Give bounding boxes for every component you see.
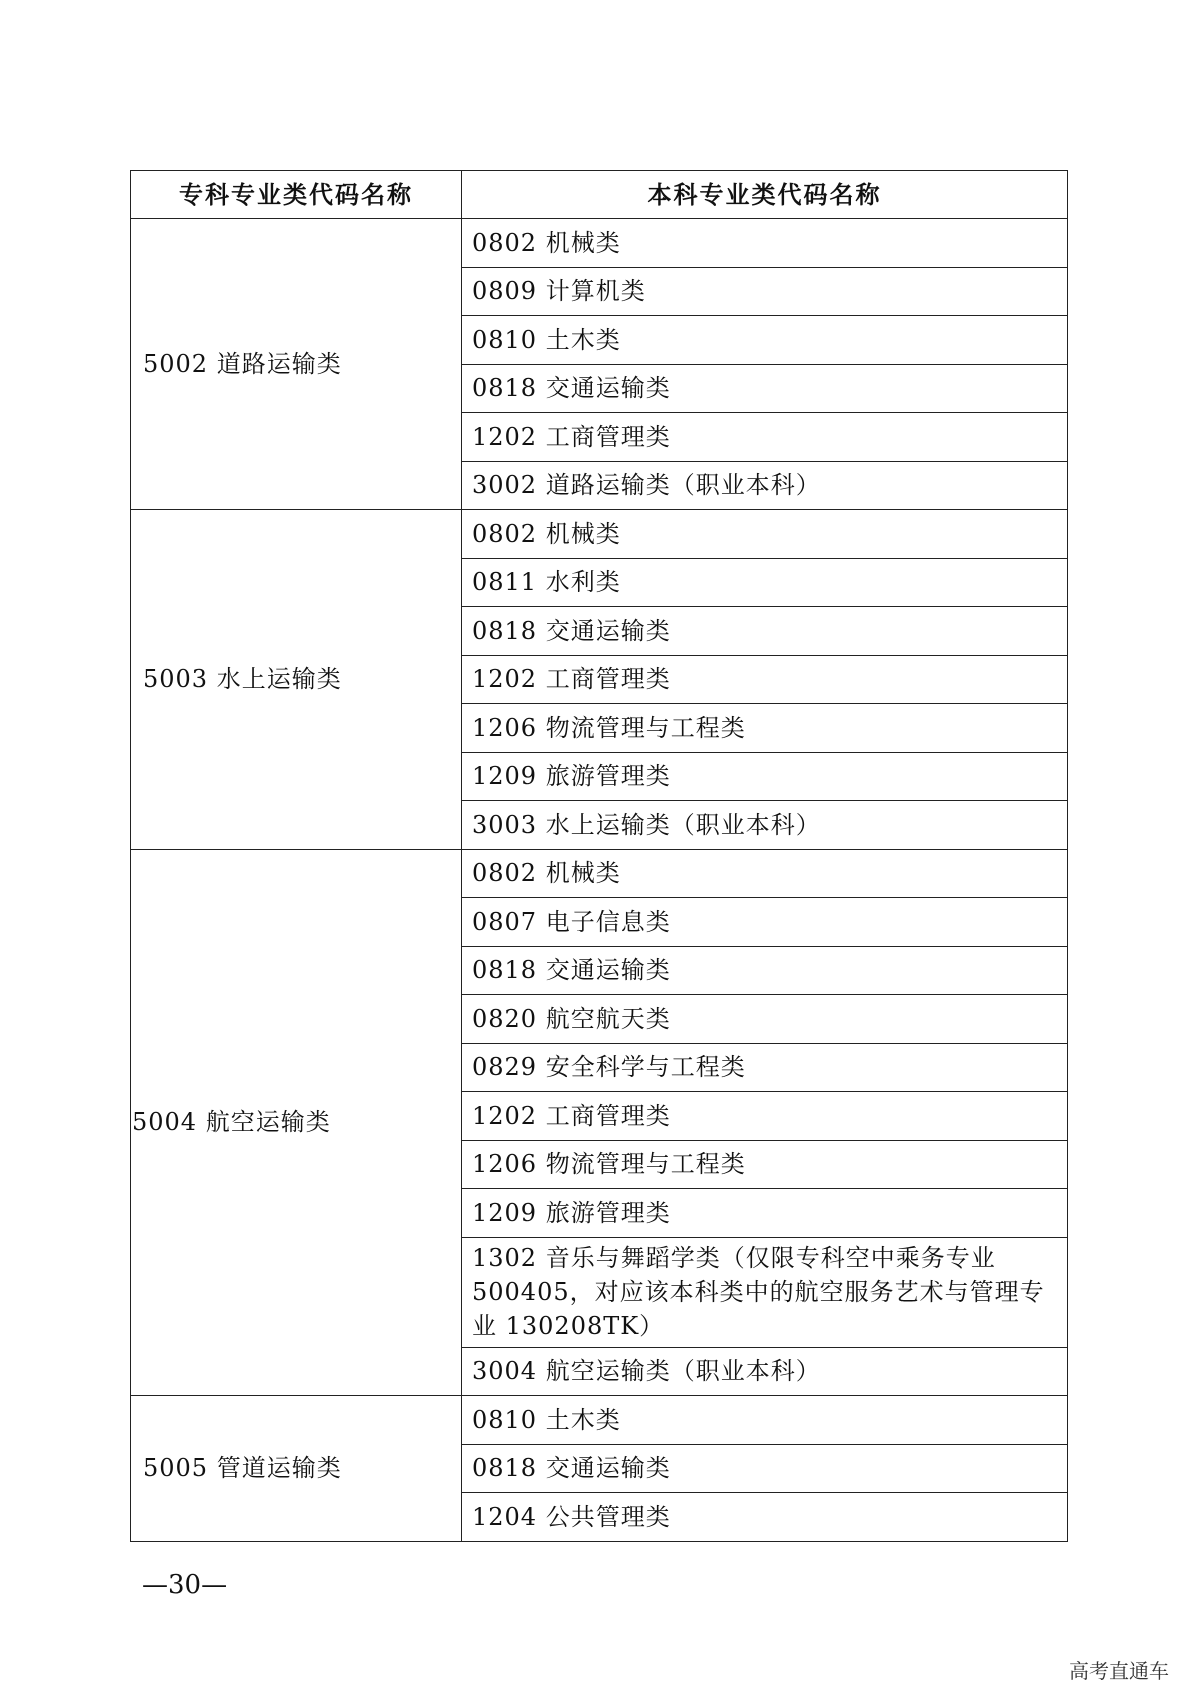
undergraduate-category-cell: 1302 音乐与舞蹈学类（仅限专科空中乘务专业500405，对应该本科类中的航空服务艺术与管理专业 130208TK） [462,1237,1068,1347]
undergraduate-category-cell: 3002 道路运输类（职业本科） [462,461,1068,510]
undergraduate-category-cell: 0829 安全科学与工程类 [462,1043,1068,1092]
undergraduate-category-cell: 0818 交通运输类 [462,607,1068,656]
undergraduate-category-cell: 0810 土木类 [462,1396,1068,1445]
junior-college-category-cell: 5002 道路运输类 [131,219,462,510]
junior-college-category-cell: 5003 水上运输类 [131,510,462,850]
undergraduate-category-cell: 1204 公共管理类 [462,1493,1068,1542]
header-undergraduate-category: 本科专业类代码名称 [462,171,1068,219]
undergraduate-category-cell: 0818 交通运输类 [462,1444,1068,1493]
undergraduate-category-cell: 1202 工商管理类 [462,655,1068,704]
junior-college-category-cell: 5005 管道运输类 [131,1396,462,1542]
undergraduate-category-cell: 0818 交通运输类 [462,364,1068,413]
undergraduate-category-cell: 0811 水利类 [462,558,1068,607]
major-mapping-table [130,170,1068,1542]
undergraduate-category-cell: 0810 土木类 [462,316,1068,365]
table-row [131,1396,1068,1445]
table-header-row [131,171,1068,219]
undergraduate-category-cell: 0802 机械类 [462,510,1068,559]
undergraduate-category-cell: 1202 工商管理类 [462,413,1068,462]
undergraduate-category-cell: 1209 旅游管理类 [462,752,1068,801]
table-row [131,219,1068,268]
page-number: —30— [142,1570,228,1600]
table-row [131,849,1068,898]
undergraduate-category-cell: 3004 航空运输类（职业本科） [462,1347,1068,1396]
undergraduate-category-cell: 1206 物流管理与工程类 [462,704,1068,753]
undergraduate-category-cell: 1206 物流管理与工程类 [462,1140,1068,1189]
junior-college-category-cell: 5004 航空运输类 [131,849,462,1396]
undergraduate-category-cell: 0809 计算机类 [462,267,1068,316]
undergraduate-category-cell: 3003 水上运输类（职业本科） [462,801,1068,850]
undergraduate-category-cell: 1202 工商管理类 [462,1092,1068,1141]
undergraduate-category-cell: 0807 电子信息类 [462,898,1068,947]
watermark: 高考直通车 [1069,1659,1169,1683]
undergraduate-category-cell: 0818 交通运输类 [462,946,1068,995]
header-junior-college-category: 专科专业类代码名称 [131,171,462,219]
undergraduate-category-cell: 0820 航空航天类 [462,995,1068,1044]
undergraduate-category-cell: 1209 旅游管理类 [462,1189,1068,1238]
table-row [131,510,1068,559]
undergraduate-category-cell: 0802 机械类 [462,219,1068,268]
undergraduate-category-cell: 0802 机械类 [462,849,1068,898]
